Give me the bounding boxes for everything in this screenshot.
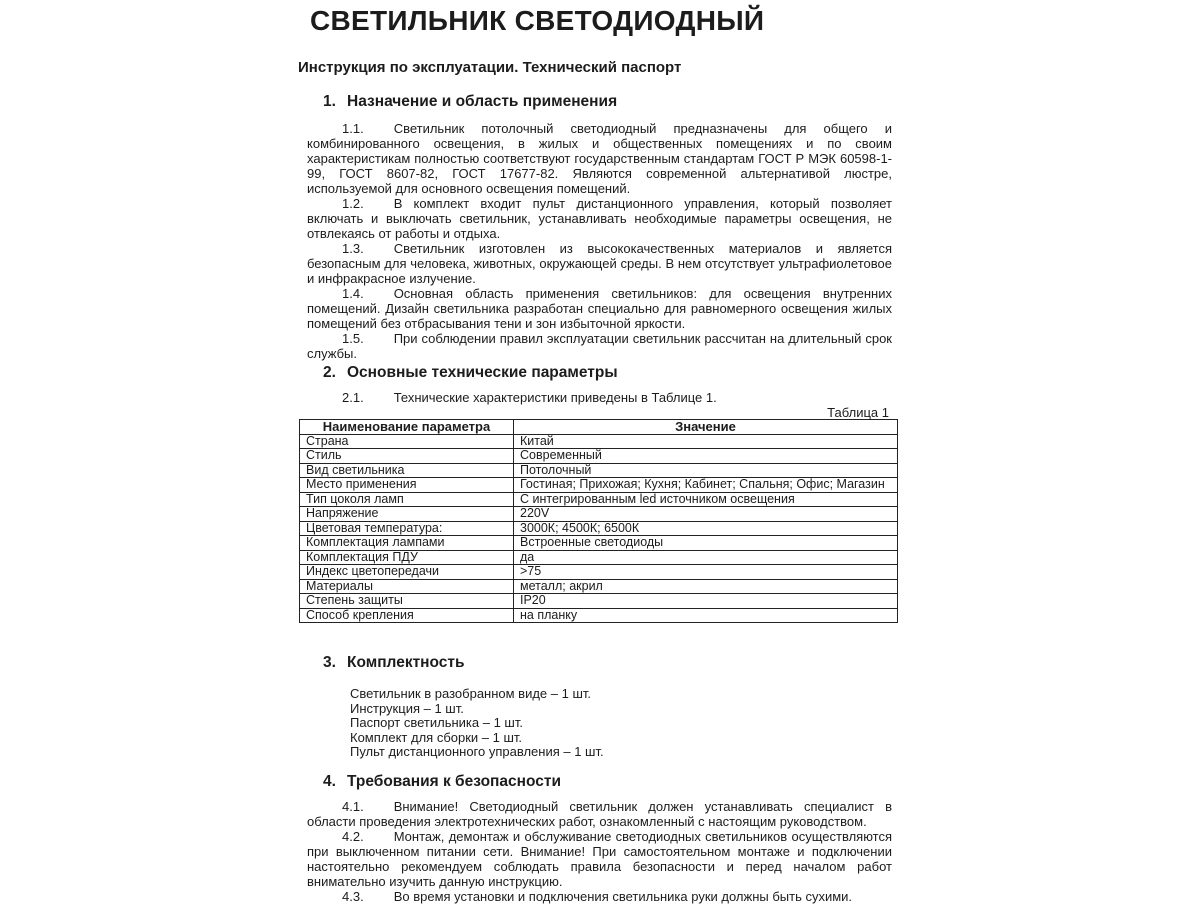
document-page <box>298 0 897 904</box>
table-row <box>300 536 898 551</box>
table-caption: Таблица 1 <box>827 405 889 420</box>
list-item: Инструкция – 1 шт. <box>350 700 464 716</box>
param-name-cell: Комплектация лампами <box>300 536 514 551</box>
paragraph-text: Внимание! Светодиодный светильник должен устанавливать специалист в области проведения электротехнических работ, ознакомленный с настоящим руководством. <box>307 798 892 829</box>
list-item: Паспорт светильника – 1 шт. <box>350 715 523 730</box>
section-title: Комплектность <box>347 654 465 671</box>
paragraph-number: 1.2. <box>342 196 364 211</box>
paragraph-1-2 <box>307 196 892 241</box>
paragraph-4-1 <box>307 799 892 829</box>
paragraph-number: 4.1. <box>342 798 364 814</box>
table-row <box>300 579 898 594</box>
section-3-heading <box>298 653 897 672</box>
kit-contents-list <box>350 687 897 760</box>
paragraph-1-5 <box>307 331 892 361</box>
param-name-cell: Цветовая температура: <box>300 521 514 536</box>
table-row <box>300 492 898 507</box>
paragraph-text: В комплект входит пульт дистанционного управления, который позволяет включать и выключать светильник, устанавливать необходимые параметры освещения, не отвлекаясь от работы и отдыха. <box>307 196 892 241</box>
paragraph-text: Основная область применения светильников: для освещения внутренних помещений. Дизайн светильника разработан специально для равномерного освещения жилых помещений без отбрасывания тени и зон избыточной яркости. <box>307 286 892 331</box>
param-value-cell: 3000К; 4500К; 6500К <box>514 521 898 536</box>
specs-table <box>299 419 898 623</box>
paragraph-1-4 <box>307 286 892 331</box>
paragraph-number: 4.3. <box>342 888 364 904</box>
paragraph-number: 4.2. <box>342 828 364 844</box>
paragraph-4-2 <box>307 829 892 889</box>
param-name-cell: Страна <box>300 434 514 449</box>
section-title: Назначение и область применения <box>347 93 618 110</box>
table-row <box>300 608 898 623</box>
param-name-cell: Место применения <box>300 478 514 493</box>
section-2-heading <box>298 363 897 382</box>
section-number: 1. <box>323 93 336 110</box>
paragraph-text: Светильник изготовлен из высококачественных материалов и является безопасным для человека, животных, окружающей среды. В нем отсутствует ультрафиолетовое и инфракрасное излучение. <box>307 241 892 286</box>
paragraph-4-3 <box>307 889 892 904</box>
paragraph-2-1 <box>307 390 892 405</box>
param-value-cell: Потолочный <box>514 463 898 478</box>
paragraph-1-3 <box>307 241 892 286</box>
param-name-cell: Тип цоколя ламп <box>300 492 514 507</box>
param-name-cell: Напряжение <box>300 507 514 522</box>
paragraph-1-1 <box>307 121 892 196</box>
param-name-cell: Способ крепления <box>300 608 514 623</box>
section-title: Требования к безопасности <box>347 772 562 790</box>
section-1-heading <box>298 92 897 111</box>
column-header-parameter: Наименование параметра <box>300 420 514 435</box>
param-value-cell: IP20 <box>514 594 898 609</box>
table-row <box>300 463 898 478</box>
paragraph-text: Технические характеристики приведены в Таблице 1. <box>393 390 717 405</box>
list-item: Пульт дистанционного управления – 1 шт. <box>350 744 604 759</box>
table-row <box>300 434 898 449</box>
doc-subtitle: Инструкция по эксплуатации. Технический паспорт <box>298 59 682 76</box>
param-value-cell: Современный <box>514 449 898 464</box>
paragraph-text: При соблюдении правил эксплуатации светильник рассчитан на длительный срок службы. <box>307 331 892 361</box>
param-value-cell: Китай <box>514 434 898 449</box>
param-value-cell: металл; акрил <box>514 579 898 594</box>
section-number: 4. <box>323 772 336 790</box>
section-title: Основные технические параметры <box>347 364 618 381</box>
table-row <box>300 594 898 609</box>
param-value-cell: 220V <box>514 507 898 522</box>
table-row <box>300 478 898 493</box>
param-name-cell: Комплектация ПДУ <box>300 550 514 565</box>
section-number: 2. <box>323 364 336 381</box>
param-value-cell: >75 <box>514 565 898 580</box>
table-row <box>300 507 898 522</box>
list-item: Комплект для сборки – 1 шт. <box>350 729 523 745</box>
section-number: 3. <box>323 654 336 671</box>
paragraph-number: 2.1. <box>342 390 364 405</box>
list-item: Светильник в разобранном виде – 1 шт. <box>350 686 592 701</box>
param-name-cell: Материалы <box>300 579 514 594</box>
section-4-heading <box>298 772 897 791</box>
paragraph-text: Во время установки и подключения светильника руки должны быть сухими. <box>393 888 853 904</box>
param-name-cell: Степень защиты <box>300 594 514 609</box>
paragraph-number: 1.3. <box>342 241 364 256</box>
table-row <box>300 521 898 536</box>
paragraph-text: Монтаж, демонтаж и обслуживание светодиодных светильников осуществляются при выключенном питании сети. Внимание! При самостоятельном монтаже и подключении настоятельно рекомендуем соблюдать правила безопасности и перед началом работ внимательно изучить данную инструкцию. <box>307 828 892 889</box>
param-value-cell: С интегрированным led источником освещения <box>514 492 898 507</box>
column-header-value: Значение <box>514 420 898 435</box>
param-name-cell: Индекс цветопередачи <box>300 565 514 580</box>
page-title: СВЕТИЛЬНИК СВЕТОДИОДНЫЙ <box>310 5 765 36</box>
param-name-cell: Стиль <box>300 449 514 464</box>
table-row <box>300 550 898 565</box>
paragraph-number: 1.4. <box>342 286 364 301</box>
param-value-cell: Гостиная; Прихожая; Кухня; Кабинет; Спальня; Офис; Магазин <box>514 478 898 493</box>
param-value-cell: Встроенные светодиоды <box>514 536 898 551</box>
table-header-row <box>300 420 898 435</box>
param-value-cell: на планку <box>514 608 898 623</box>
table-row <box>300 449 898 464</box>
table-row <box>300 565 898 580</box>
param-name-cell: Вид светильника <box>300 463 514 478</box>
paragraph-text: Светильник потолочный светодиодный предназначены для общего и комбинированного освещения, в жилых и общественных помещениях и по своим характеристикам полностью соответствуют государственным стандартам ГОСТ Р МЭК 60598-1-99, ГОСТ 8607-82, ГОСТ 17677-82. Являются современной альтернативой люстре, используемой для основного освещения помещений. <box>307 121 892 196</box>
paragraph-number: 1.5. <box>342 331 364 346</box>
paragraph-number: 1.1. <box>342 121 364 136</box>
param-value-cell: да <box>514 550 898 565</box>
